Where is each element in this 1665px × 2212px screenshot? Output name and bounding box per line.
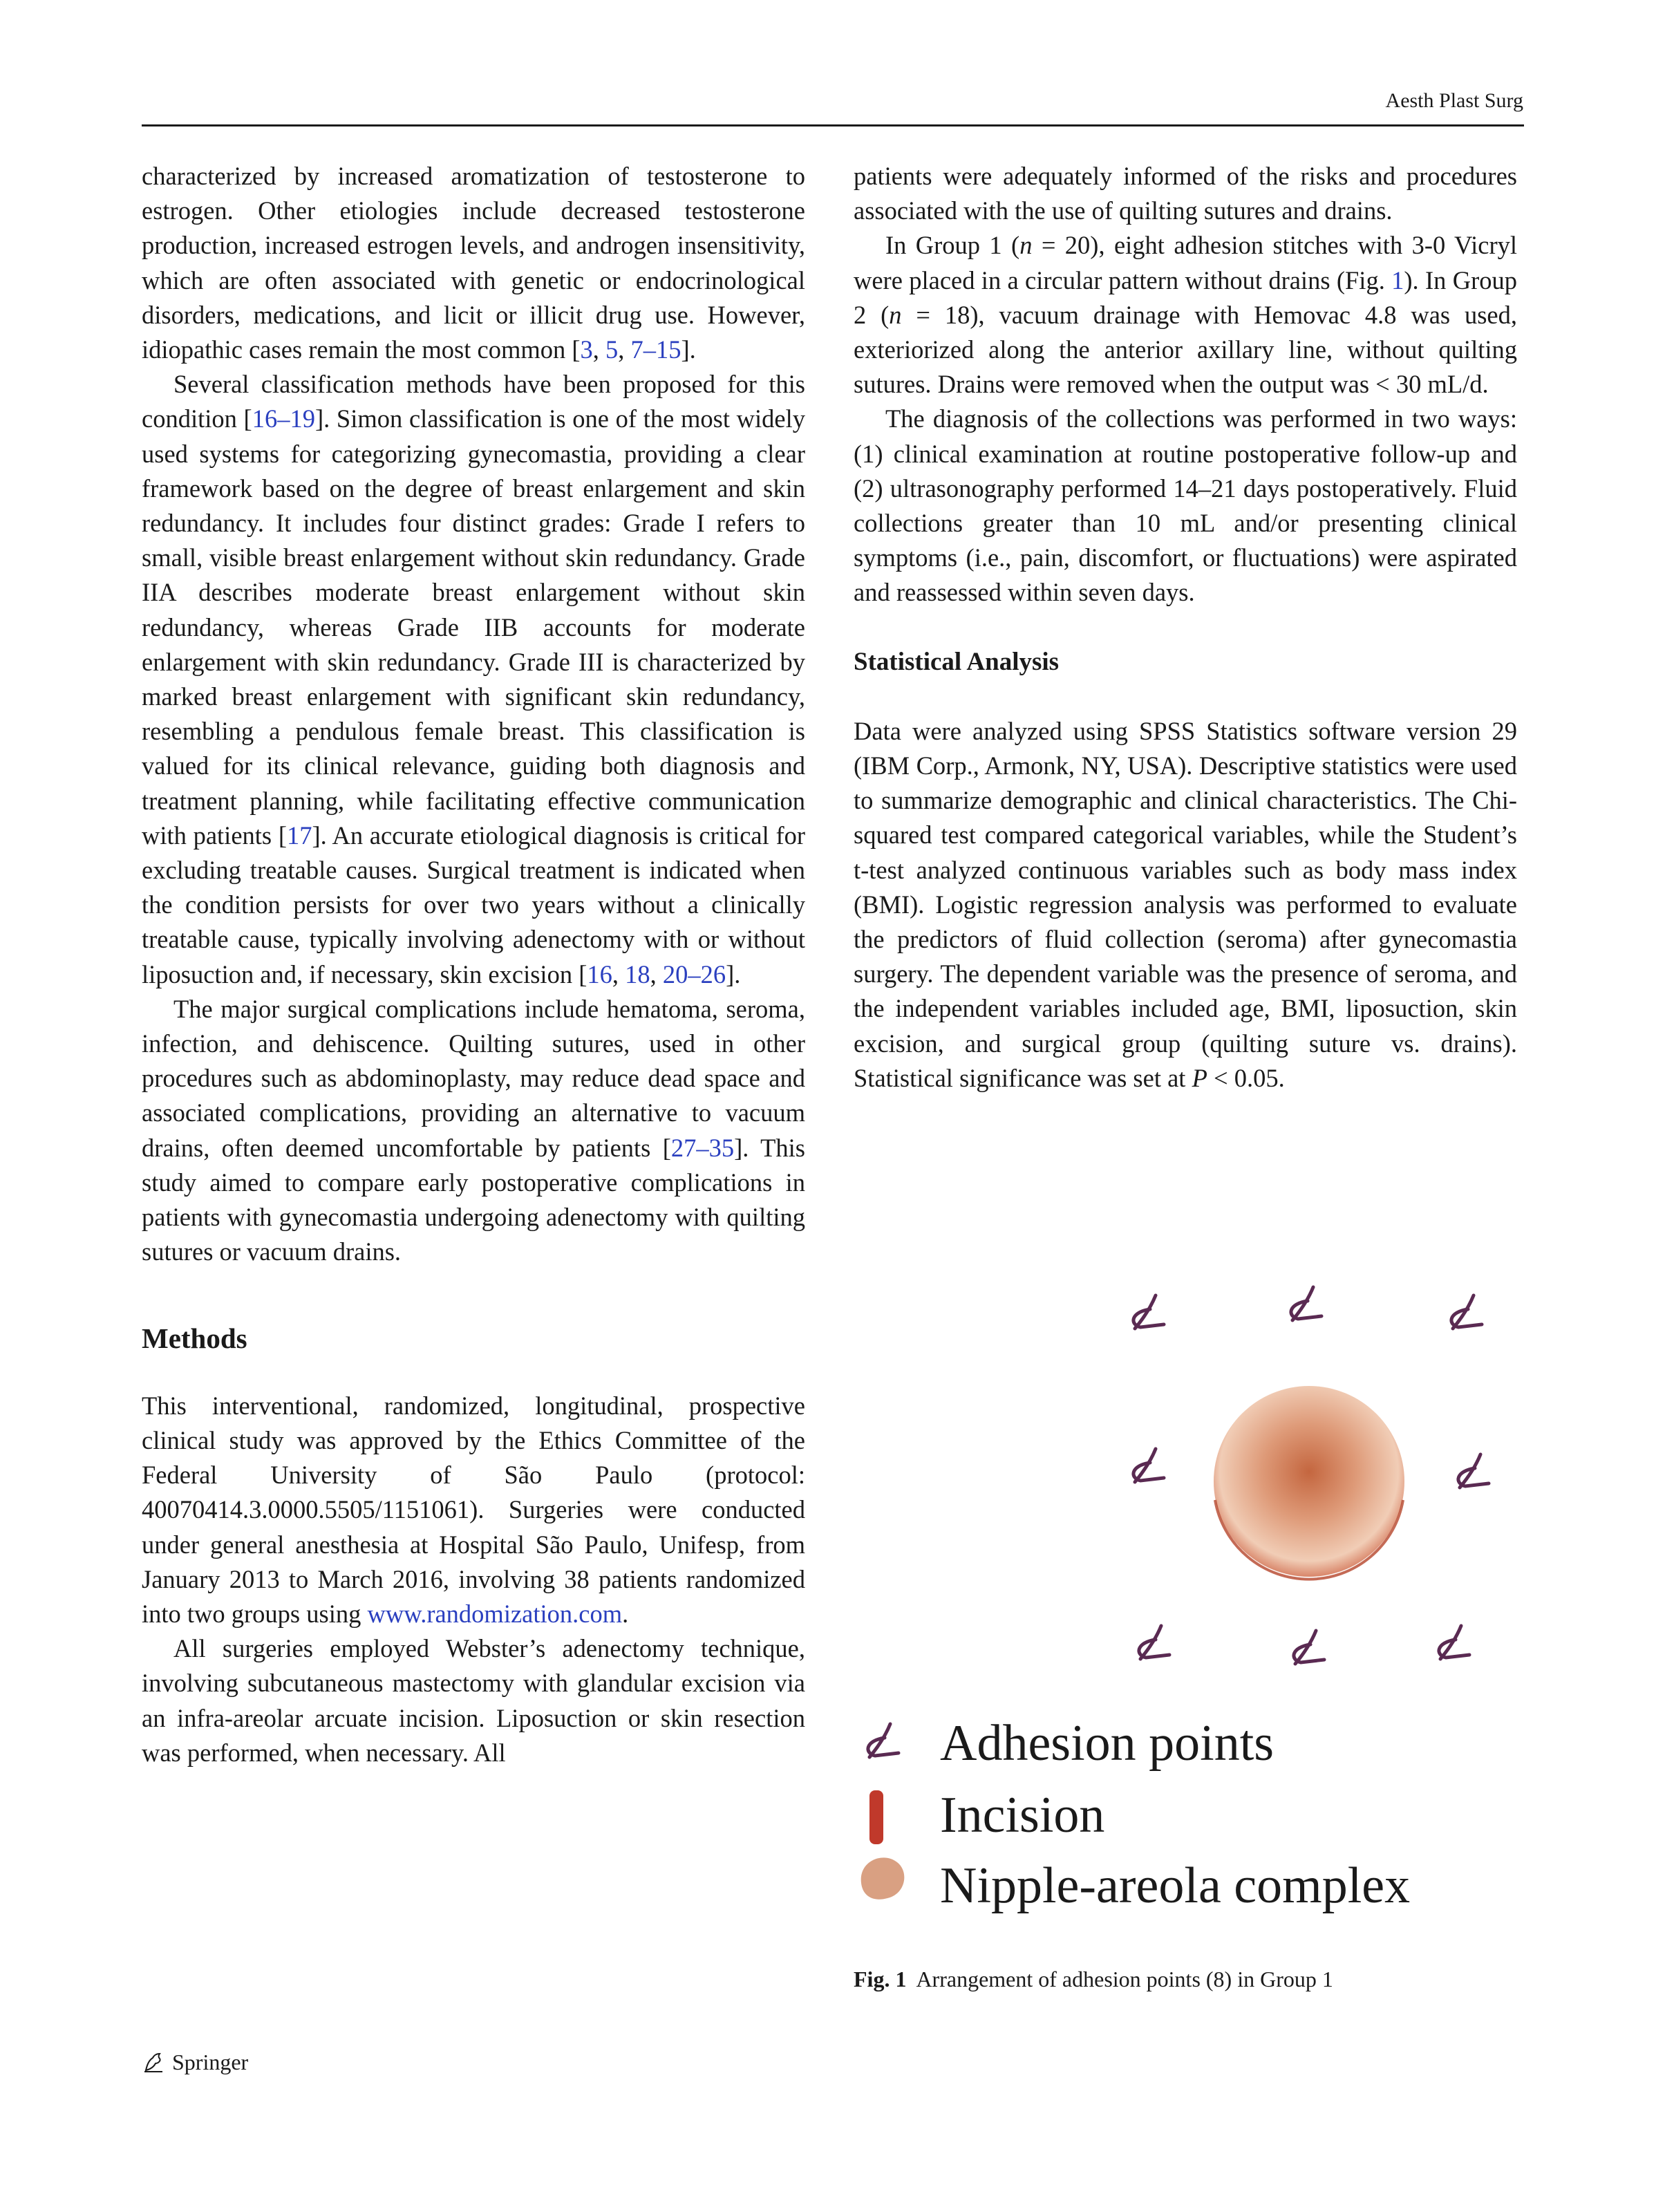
citation-link[interactable]: 20–26: [662, 959, 726, 988]
citation-link[interactable]: 27–35: [670, 1133, 735, 1162]
legend-adhesion-label: Adhesion points: [940, 1715, 1274, 1772]
citation-link[interactable]: 16: [587, 959, 612, 988]
right-column: [854, 159, 1517, 1096]
publisher-name: Springer: [172, 2050, 249, 2074]
publisher-footer: [142, 2048, 248, 2076]
paragraph-etiology: characterized by increased aromatization of testosterone to estrogen. Other etiologies include decreased testosterone production, increased estrogen levels, and androgen insensitivity, which are often associated with genetic or endocrinological disorders, medications, and licit or illicit drug use. However, idiopathic cases remain the most common [3, 5, 7–15].: [142, 162, 805, 364]
paragraph-statistics: Data were analyzed using SPSS Statistics software version 29 (IBM Corp., Armonk, NY, USA). Descriptive statistics were used to summarize demographic and clinical characteristics. The Chi-squared test compared categorical variables, while the Student’s t-test analyzed continuous variables such as body mass index (BMI). Logistic regression analysis was performed to evaluate the predictors of fluid collection (seroma) after gynecomastia surgery. The dependent variable was the presence of seroma, and the independent variables included age, BMI, liposuction, skin excision, and surgical group (quilting suture vs. drains). Statistical significance was set at P < 0.05.: [854, 716, 1517, 1092]
figure-caption: [854, 1965, 1333, 1993]
legend-incision-label: Incision: [940, 1787, 1105, 1844]
paragraph-informed: patients were adequately informed of the risks and procedures associated with the use of quilting sutures and drains.: [854, 162, 1517, 225]
springer-horse-icon: [142, 2050, 167, 2074]
journal-name: Aesth Plast Surg: [1385, 89, 1523, 112]
citation-link[interactable]: 5: [605, 335, 619, 364]
citation-link[interactable]: 16–19: [252, 404, 315, 433]
paragraph-study-design: This interventional, randomized, longitudinal, prospective clinical study was approved by the Ethics Committee of the Federal University of São Paulo (protocol: 40070414.3.0000.5505/1151061). Surgeries were conducted under general anesthesia at Hospital São Paulo, Unifesp, from January 2013 to March 2016, involving 38 patients randomized into two groups using www.randomization.com.: [142, 1391, 805, 1628]
randomization-link[interactable]: www.randomization.com: [367, 1599, 623, 1628]
paragraph-classification: Several classification methods have been proposed for this condition [16–19]. Simon classification is one of the most widely used systems for categorizing gynecomastia, providing a clear framework based on the degree of breast enlargement and skin redundancy. It includes four distinct grades: Grade I refers to small, visible breast enlargement without skin redundancy. Grade IIA describes moderate breast enlargement without skin redundancy, whereas Grade IIB accounts for moderate enlargement with skin redundancy. Grade III is characterized by marked breast enlargement with significant skin redundancy, resembling a pendulous female breast. This classification is valued for its clinical relevance, guiding both diagnosis and treatment planning, while facilitating effective communication with patients [17]. An accurate etiological diagnosis is critical for excluding treatable causes. Surgical treatment is indicated when the condition persists for over two years without a clinically treatable cause, typically involving adenectomy with or without liposuction and, if necessary, skin excision [16, 18, 20–26].: [142, 370, 805, 988]
citation-link[interactable]: 7–15: [630, 335, 681, 364]
areola-illustration: [1214, 1386, 1404, 1577]
figure-link[interactable]: 1: [1391, 265, 1404, 294]
citation-link[interactable]: 3: [580, 335, 593, 364]
nipple-legend-icon: [861, 1857, 905, 1899]
statistical-analysis-heading: Statistical Analysis: [854, 647, 1060, 676]
figure-illustration: [856, 1272, 1519, 1936]
paragraph-groups: In Group 1 (n = 20), eight adhesion stitches with 3-0 Vicryl were placed in a circular pattern without drains (Fig. 1). In Group 2 (n = 18), vacuum drainage with Hemovac 4.8 was used, exteriorized along the anterior axillary line, without quilting sutures. Drains were removed when the output was < 30 mL/d.: [854, 231, 1518, 399]
adhesion-legend-icon: [868, 1724, 899, 1757]
figure-caption-label: Fig. 1: [854, 1967, 907, 1991]
citation-link[interactable]: 18: [625, 959, 650, 988]
methods-heading: Methods: [142, 1322, 247, 1354]
figure-caption-text: Arrangement of adhesion points (8) in Group 1: [916, 1967, 1333, 1991]
citation-link[interactable]: 17: [286, 821, 312, 850]
left-column: [142, 159, 805, 1770]
paragraph-technique: All surgeries employed Webster’s adenectomy technique, involving subcutaneous mastectomy with glandular excision via an infra-areolar arcuate incision. Liposuction or skin resection was performed, when necessary. All: [142, 1634, 805, 1767]
paragraph-diagnosis: The diagnosis of the collections was performed in two ways: (1) clinical examination at routine postoperative follow-up and (2) ultrasonography performed 14–21 days postoperatively. Fluid collections greater than 10 mL and/or presenting clinical symptoms (i.e., pain, discomfort, or fluctuations) were aspirated and reassessed within seven days.: [854, 404, 1517, 607]
header-rule: [142, 124, 1524, 126]
figure-adhesion-points: [856, 1272, 1519, 1936]
paragraph-complications: The major surgical complications include hematoma, seroma, infection, and dehiscence. Quilting sutures, used in other procedures such as abdominoplasty, may reduce dead space and associated complications, providing an alternative to vacuum drains, often deemed uncomfortable by patients [27–35]. This study aimed to compare early postoperative complications in patients with gynecomastia undergoing adenectomy with quilting sutures or vacuum drains.: [142, 994, 805, 1266]
incision-legend-icon: [869, 1790, 883, 1844]
legend-nipple-label: Nipple-areola complex: [940, 1857, 1411, 1914]
